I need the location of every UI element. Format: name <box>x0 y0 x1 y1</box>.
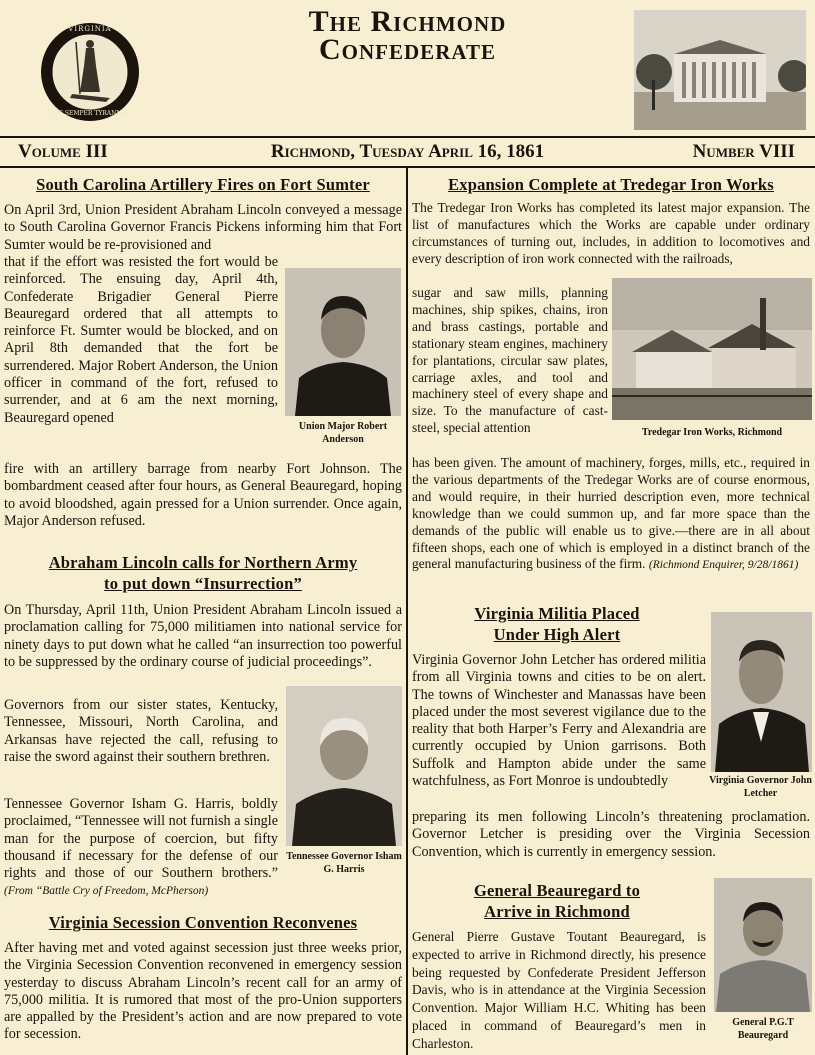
title-line-2: Confederate <box>319 33 496 66</box>
harris-caption: Tennessee Governor Isham G. Harris <box>286 851 402 875</box>
beauregard-p1: General Pierre Gustave Toutant Beauregard, is expected to arrive in Richmond directly, his presence being requested by Confederate President Jefferson Davis, who is in attendance at the Virginia Secession Convention. Major William H.C. Whiting has been placed in command of Beauregard’s men in Charleston. <box>412 929 706 1051</box>
masthead-rule-top <box>0 136 815 138</box>
militia-p1: Virginia Governor John Letcher has ordered militia from all Virginia towns and cities to be on alert. The towns of Winchester and Manassas have been placed under the most severest vigilance due to the reality that both Harper’s Ferry and Alexandria are currently occupied by Union garrisons. Both Suffolk and Hampton abide under the same watchfulness, as Fort Monroe is undoubtedly <box>412 652 706 790</box>
headline-lincoln-line1: Abraham Lincoln calls for Northern Army <box>48 553 358 572</box>
letcher-portrait <box>711 612 812 772</box>
tredegar-citation: (Richmond Enquirer, 9/28/1861) <box>648 559 799 572</box>
tredegar-caption: Tredegar Iron Works, Richmond <box>641 427 783 438</box>
letcher-caption: Virginia Governor John Letcher <box>709 775 812 799</box>
anderson-caption: Union Major Robert Anderson <box>298 421 388 445</box>
sumter-p2: that if the effort was resisted the fort would be reinforced. The ensuing day, April 4th, Confederate Brigadier General Pierre Beauregard ordered that all attempts to reinforce Ft. Sumter would be blocked, and on April 8th demanded that the fort be surrendered. Major Robert Anderson, the Union officer in command of the fort, refused to surrender, and at 6 am the next morning, Beauregard opened <box>4 254 278 426</box>
sumter-p1: On April 3rd, Union President Abraham Lincoln conveyed a message to South Carolina Governor Francis Pickens informing him that Fort Sumter would be re-provisioned and <box>4 202 402 253</box>
capitol-photo <box>634 10 806 130</box>
anderson-portrait <box>285 268 401 416</box>
lincoln-citation: (From “Battle Cry of Freedom, McPherson) <box>4 885 209 898</box>
lincoln-p1: On Thursday, April 11th, Union President Abraham Lincoln issued a proclamation calling for 75,000 militiamen into national service for ninety days to put down what he called “an insurrection too powerful to be suppressed by the ordinary course of judicial proceedings”. <box>4 602 402 670</box>
headline-lincoln-line2: to put down “Insurrection” <box>104 574 302 593</box>
lincoln-p3 <box>4 796 278 901</box>
column-divider <box>406 168 408 1055</box>
harris-portrait <box>286 686 402 846</box>
lincoln-p2: Governors from our sister states, Kentucky, Tennessee, Missouri, North Carolina, and Arkansas have rejected the call, refusing to raise the sword against their southern brethren. <box>4 697 278 765</box>
tredegar-p2: sugar and saw mills, planning machines, ship spikes, chains, iron and brass castings, portable and stationary steam engines, machinery for plantations, circular saw plates, carriage axles, and tool and machinery steel of every shape and size. To the manufacture of cast-steel, special attention <box>412 285 608 436</box>
headline-militia-line1: Virginia Militia Placed <box>474 604 640 623</box>
beauregard-caption: General P.G.T Beauregard <box>732 1017 794 1041</box>
convention-p1: After having met and voted against secession just three weeks prior, the Virginia Secession Convention reconvened in emergency session yesterday to discuss Abraham Lincoln’s recent call for an army of 75,000 militia. It is rumored that most of the pro-Union supporters are appalled by the President’s action and are now prepared to vote for secession. <box>4 940 402 1043</box>
issue-number: Number VIII <box>692 141 795 162</box>
headline-convention: Virginia Secession Convention Reconvenes <box>48 913 358 932</box>
headline-militia <box>412 603 702 645</box>
seal-motto-bottom: SIC SEMPER TYRANNIS <box>51 110 129 117</box>
tredegar-p3-text: has been given. The amount of machinery, forges, mills, etc., required in the various departments of the Tredegar Works are of course enormous, and would require, in their hurried description even, more technical knowledge than we could summon up, and far more space than the demands of the public will enable us to give.—there are in all about fifteen shops, each one of which is employed in a distinct branch of the general manufacturing business of the firm. <box>412 455 810 572</box>
tredegar-photo <box>612 278 812 420</box>
tredegar-p3 <box>412 455 810 574</box>
militia-p2: preparing its men following Lincoln’s threatening proclamation. Governor Letcher is presiding over the Virginia Secession Convention, which is currently in emergency session. <box>412 809 810 860</box>
tredegar-p1: The Tredegar Iron Works has completed its latest major expansion. The list of manufactures which the Works are capable under ordinary circumstances of turning out, includes, in addition to locomotives and every description of iron work connected with the railroads, <box>412 200 810 266</box>
headline-beauregard <box>412 880 702 922</box>
issue-volume: Volume III <box>18 141 108 162</box>
title-line-1: The Richmond <box>308 5 507 38</box>
beauregard-portrait <box>714 878 812 1012</box>
headline-lincoln <box>4 552 402 594</box>
sumter-p3: fire with an artillery barrage from nearby Fort Johnson. The bombardment ceased after four hours, as General Beauregard, hoping to avoid bloodshed, again pressed for a Union surrender. Once again, Major Anderson refused. <box>4 461 402 529</box>
seal-motto-top: VIRGINIA <box>68 25 112 33</box>
headline-beauregard-line1: General Beauregard to <box>473 881 641 900</box>
lincoln-quote: Tennessee Governor Isham G. Harris, boldly proclaimed, “Tennessee will not furnish a single man for the purpose of coercion, but fifty thousand if necessary for the defense of our rights and those of our Southern brothers.” <box>4 796 278 882</box>
headline-beauregard-line2: Arrive in Richmond <box>484 902 630 921</box>
headline-militia-line2: Under High Alert <box>493 625 621 644</box>
headline-tredegar: Expansion Complete at Tredegar Iron Works <box>448 175 774 194</box>
headline-sumter: South Carolina Artillery Fires on Fort Sumter <box>36 175 370 194</box>
issue-dateline: Richmond, Tuesday April 16, 1861 <box>270 141 545 162</box>
